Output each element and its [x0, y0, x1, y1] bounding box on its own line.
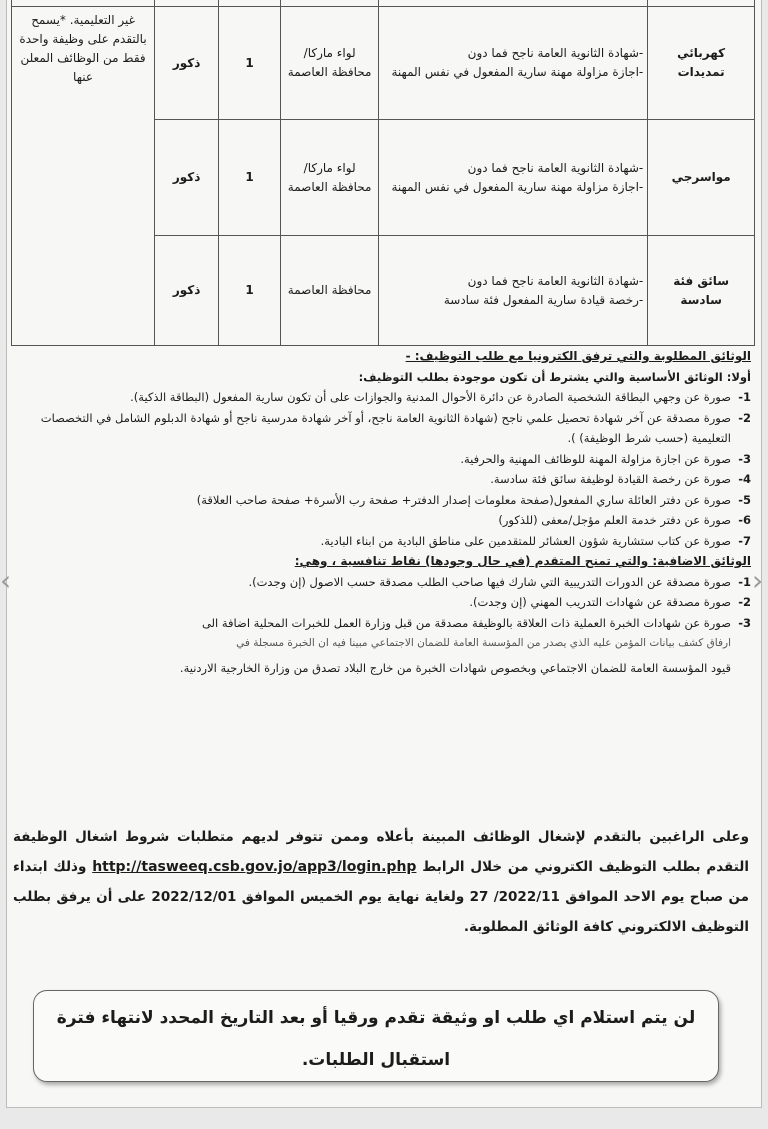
- application-link[interactable]: http://tasweeq.csb.gov.jo/app3/login.php: [92, 859, 417, 875]
- table-row: [12, 236, 755, 346]
- qualification-line: -اجازة مزاولة مهنة سارية المفعول في نفس المهنة: [391, 65, 644, 79]
- table-row: [12, 120, 755, 236]
- qualification-line: -رخصة قيادة سارية المفعول فئة سادسة: [443, 292, 644, 307]
- job-title: كهربائي تمديدات: [648, 7, 755, 120]
- job-qualifications: [379, 120, 648, 236]
- required-documents-section: [11, 346, 751, 678]
- list-item: 1- صورة عن وجهي البطاقة الشخصية الصادرة عن دائرة الأحوال المدنية والجوازات على أن تكون سارية المفعول (البطاقة الذكية).: [130, 390, 751, 404]
- table-row: [12, 7, 755, 120]
- extra-note-line: ارفاق كشف بيانات المؤمن عليه الذي يصدر من المؤسسة العامة للضمان الاجتماعي مبينا فيه ان الخبرة مسجلة في: [236, 637, 731, 649]
- job-location: محافظة العاصمة: [281, 236, 379, 346]
- job-title: مواسرجي: [648, 120, 755, 236]
- qualification-line: -شهادة الثانوية العامة ناجح فما دون: [467, 46, 644, 60]
- table-note-cell: [12, 120, 155, 236]
- list-item: 3- صورة عن اجازة مزاولة المهنة للوظائف المهنية والحرفية.: [460, 451, 751, 466]
- list-item: 7- صورة عن كتاب ستشارية شؤون العشائر للمتقدمين على مناطق البادية من ابناء البادية.: [320, 533, 751, 548]
- deadline-notice-box: لن يتم استلام اي طلب او وثيقة تقدم ورقيا أو بعد التاريخ المحدد لانتهاء فترة استقبال الطلبات.: [33, 990, 719, 1082]
- application-instructions: وعلى الراغبين بالتقدم لإشغال الوظائف المبينة بأعلاه وممن تتوفر لديهم متطلبات شروط اشغال الوظيفة التقدم بطلب التوظيف الكتروني من خلال الرابط http://tasweeq.csb.gov.jo/app3/login.php وذلك ابتداء من صباح يوم الاحد الموافق 2022/11/ 27 ولغاية نهاية يوم الخميس الموافق 2022/12/01 على أن يرفق بطلب التوظيف الالكتروني كافة الوثائق المطلوبة.: [13, 829, 749, 935]
- qualification-line: -اجازة مزاولة مهنة سارية المفعول في نفس المهنة: [391, 179, 644, 194]
- job-title: سائق فئة سادسة: [648, 236, 755, 346]
- job-gender: ذكور: [155, 7, 219, 120]
- list-item: 4- صورة عن رخصة القيادة لوظيفة سائق فئة سادسة.: [490, 472, 751, 486]
- extra-continuation: قيود المؤسسة العامة للضمان الاجتماعي وبخصوص شهادات الخبرة من خارج البلاد تصدق من وزارة الخارجية الاردنية.: [179, 660, 731, 675]
- previous-page-arrow-icon[interactable]: ‹: [0, 564, 12, 597]
- qualification-line: -شهادة الثانوية العامة ناجح فما دون: [467, 160, 644, 175]
- list-item: 1- صورة مصدقة عن الدورات التدريبية التي شارك فيها صاحب الطلب مصدقة حسب الاصول (إن وجدت).: [248, 574, 751, 589]
- document-page: [6, 0, 762, 1108]
- table-note: غير التعليمية. *يسمح بالتقدم على وظيفة واحدة فقط من الوظائف المعلن عنها: [12, 7, 155, 120]
- job-qualifications: [379, 7, 648, 120]
- list-item: 3- صورة عن شهادات الخبرة العملية ذات العلاقة بالوظيفة مصدقة من قبل وزارة العمل للخبرات المحلية اضافة الى: [201, 615, 751, 630]
- job-count: 1: [219, 236, 281, 346]
- job-count: 1: [219, 7, 281, 120]
- list-item: 6- صورة عن دفتر خدمة العلم مؤجل/معفى (للذكور): [498, 513, 751, 527]
- list-item: 2- صورة مصدقة عن آخر شهادة تحصيل علمي ناجح (شهادة الثانوية العامة ناجح، أو آخر شهادة مدرسية ناجح أو شهادة الدبلوم الشامل في التخصصات التعليمية (حسب شرط الوظيفة) ).: [40, 410, 751, 445]
- job-location: لواء ماركا/ محافظة العاصمة: [281, 120, 379, 236]
- extra-documents-heading: الوثائق الاضافية: والتي تمنح المتقدم (في حال وجودها) نقاط تنافسية ، وهي:: [294, 554, 751, 568]
- job-gender: ذكور: [155, 236, 219, 346]
- list-item: 2- صورة مصدقة عن شهادات التدريب المهني (إن وجدت).: [469, 595, 751, 609]
- table-note-cell: [12, 236, 155, 346]
- jobs-table: [11, 0, 755, 346]
- job-location: لواء ماركا/ محافظة العاصمة: [281, 7, 379, 120]
- next-page-arrow-icon[interactable]: ›: [752, 564, 764, 597]
- job-gender: ذكور: [155, 120, 219, 236]
- qualification-line: -شهادة الثانوية العامة ناجح فما دون: [467, 273, 644, 288]
- basic-documents-heading: أولا: الوثائق الأساسية والتي يشترط أن تكون موجودة بطلب التوظيف:: [358, 369, 751, 384]
- job-qualifications: [379, 236, 648, 346]
- list-item: 5- صورة عن دفتر العائلة ساري المفعول(صفحة معلومات إصدار الدفتر+ صفحة رب الأسرة+ صفحة صاحب العلاقة): [196, 492, 751, 507]
- documents-heading: الوثائق المطلوبة والتي ترفق الكترونيا مع طلب التوظيف: -: [405, 349, 751, 363]
- job-count: 1: [219, 120, 281, 236]
